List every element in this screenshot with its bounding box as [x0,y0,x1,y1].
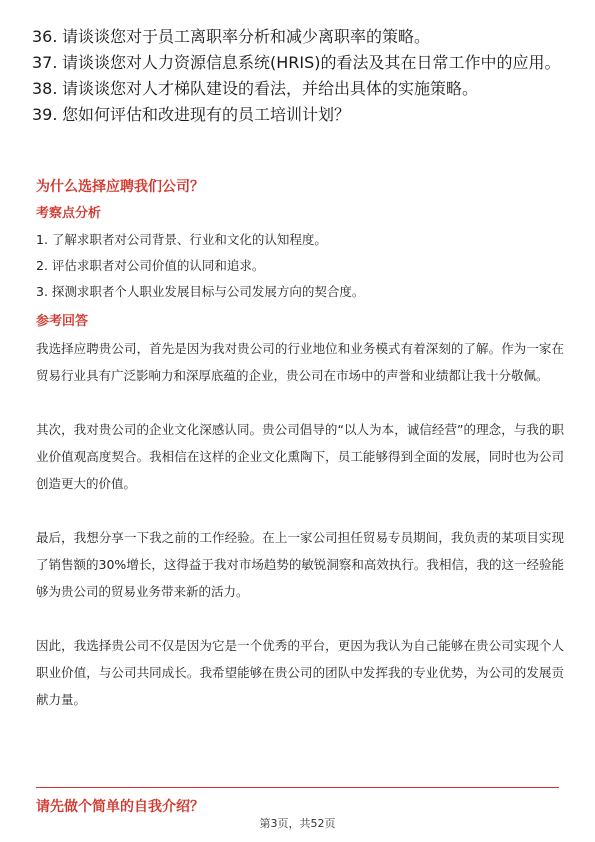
question-item [32,104,572,126]
question-number: 38. [32,79,58,98]
next-section-title: 请先做个简单的自我介绍？ [36,799,204,815]
question-number: 36. [32,27,58,46]
analysis-point: 1. 了解求职者对公司背景、行业和文化的认知程度。 [36,232,327,247]
question-text: 请谈谈您对人才梯队建设的看法，并给出具体的实施策略。 [62,79,479,98]
question-list [32,26,572,130]
question-item [32,26,572,48]
question-item [32,52,572,74]
analysis-point: 3. 探测求职者个人职业发展目标与公司发展方向的契合度。 [36,284,365,299]
question-text: 您如何评估和改进现有的员工培训计划？ [62,105,351,124]
question-text: 请谈谈您对于员工离职率分析和减少离职率的策略。 [62,27,431,46]
page-footer: 第3页，共52页 [259,817,336,830]
answer-paragraph: 最后，我想分享一下我之前的工作经验。在上一家公司担任贸易专员期间，我负责的某项目实现了销售额的30%增长，这得益于我对市场趋势的敏锐洞察和高效执行。我相信，我的这一经验能够为贵公司的贸易业务带来新的活力。 [36,530,564,599]
answer-paragraph: 我选择应聘贵公司，首先是因为我对贵公司的行业地位和业务模式有着深刻的了解。作为一家在贸易行业具有广泛影响力和深厚底蕴的企业，贵公司在市场中的声誉和业绩都让我十分敬佩。 [36,341,564,383]
question-section [36,177,564,713]
answer-paragraph: 其次，我对贵公司的企业文化深感认同。贵公司倡导的“以人为本，诚信经营”的理念，与我的职业价值观高度契合。我相信在这样的企业文化熏陶下，员工能够得到全面的发展，同时也为公司创造更大的价值。 [36,422,564,491]
question-number: 39. [32,105,58,124]
section-divider [36,787,559,788]
question-item [32,78,572,100]
answer-title: 参考回答 [36,314,89,329]
analysis-point: 2. 评估求职者对公司价值的认同和追求。 [36,258,265,273]
section-title: 为什么选择应聘我们公司？ [36,179,204,195]
question-text: 请谈谈您对人力资源信息系统(HRIS)的看法及其在日常工作中的应用。 [62,53,561,72]
analysis-title: 考察点分析 [36,206,102,221]
answer-paragraph: 因此，我选择贵公司不仅是因为它是一个优秀的平台，更因为我认为自己能够在贵公司实现个人职业价值，与公司共同成长。我希望能够在贵公司的团队中发挥我的专业优势，为公司的发展贡献力量。 [36,638,564,707]
question-number: 37. [32,53,58,72]
